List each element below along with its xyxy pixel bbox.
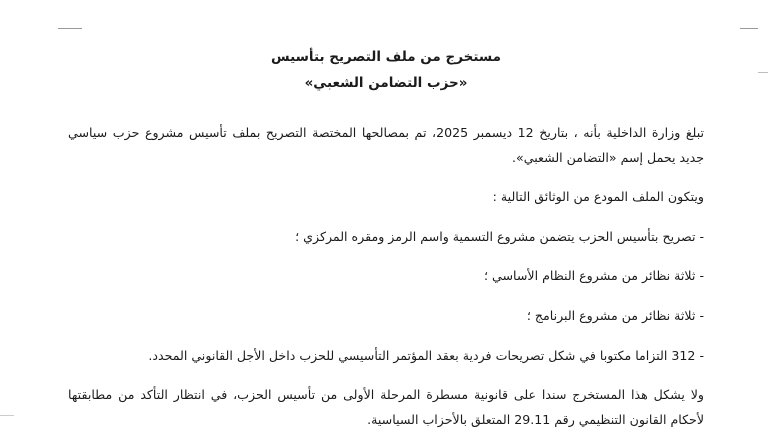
document-title <box>68 46 704 95</box>
list-item: - تصريح بتأسيس الحزب يتضمن مشروع التسمية واسم الرمز ومقره المركزي ؛ <box>295 228 704 244</box>
document-title-line-1: مستخرج من ملف التصريح بتأسيس <box>271 49 501 65</box>
paragraph-declaration: تبلغ وزارة الداخلية بأنه ، بتاريخ 12 ديسمبر 2025، تم بمصالحها المختصة التصريح بملف تأسيس مشروع حزب سياسي جديد يحمل إسم «التضامن الشعبي». <box>68 125 705 165</box>
page-edge-rule-bottom-left <box>0 415 14 416</box>
page-edge-rule-top-left <box>58 28 82 29</box>
document-content <box>68 46 704 432</box>
paragraph-legal-notice: ولا يشكل هذا المستخرج سندا على قانونية مسطرة المرحلة الأولى من تأسيس الحزب، في انتظار التأكد من مطابقتها لأحكام القانون التنظيمي رقم 29.11 المتعلق بالأحزاب السياسية. <box>68 387 704 427</box>
list-item: - 312 التزاما مكتوبا في شكل تصريحات فردية بعقد المؤتمر التأسيسي للحزب داخل الأجل القانوني المحدد. <box>148 347 704 363</box>
document-title-line-2: «حزب التضامن الشعبي» <box>304 74 468 91</box>
page-edge-rule-top-right <box>740 28 758 29</box>
page-edge-rule-right <box>758 72 768 73</box>
list-item: - ثلاثة نظائر من مشروع النظام الأساسي ؛ <box>483 268 704 284</box>
paragraph-file-contents-intro: ويتكون الملف المودع من الوثائق التالية : <box>492 189 704 205</box>
list-item: - ثلاثة نظائر من مشروع البرنامج ؛ <box>526 307 704 323</box>
document-body <box>68 121 704 432</box>
